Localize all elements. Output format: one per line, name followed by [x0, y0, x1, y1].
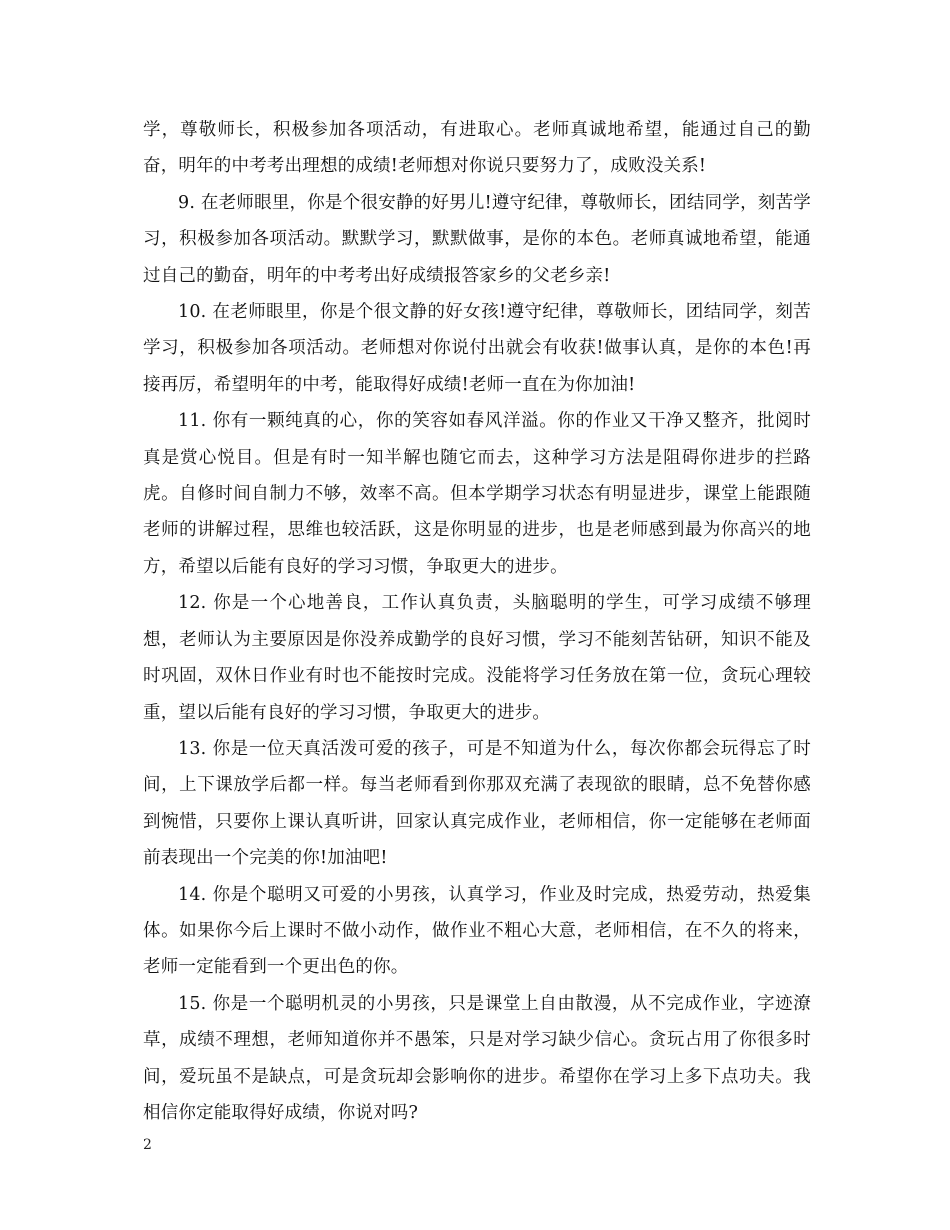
- paragraph-item-9: 9. 在老师眼里，你是个很安静的好男儿!遵守纪律，尊敬师长，团结同学，刻苦学习，积极参加各项活动。默默学习，默默做事，是你的本色。老师真诚地希望，能通过自己的勤奋，明年的中考考出好成绩报答家乡的父老乡亲!: [143, 192, 811, 286]
- paragraph-item-11: 11. 你有一颗纯真的心，你的笑容如春风洋溢。你的作业又干净又整齐，批阅时真是赏心悦目。但是有时一知半解也随它而去，这种学习方法是阻碍你进步的拦路虎。自修时间自制力不够，效率不高。但本学期学习状态有明显进步，课堂上能跟随老师的讲解过程，思维也较活跃，这是你明显的进步，也是老师感到最为你高兴的地方，希望以后能有良好的学习习惯，争取更大的进步。: [143, 411, 811, 577]
- paragraph-continuation: 学，尊敬师长，积极参加各项活动，有进取心。老师真诚地希望，能通过自己的勤奋，明年的中考考出理想的成绩!老师想对你说只要努力了，成败没关系!: [143, 120, 811, 177]
- paragraph-item-12: 12. 你是一个心地善良，工作认真负责，头脑聪明的学生，可学习成绩不够理想，老师认为主要原因是你没养成勤学的良好习惯，学习不能刻苦钻研，知识不能及时巩固，双休日作业有时也不能按时完成。没能将学习任务放在第一位，贪玩心理较重，望以后能有良好的学习习惯，争取更大的进步。: [143, 593, 811, 723]
- paragraph-item-15: 15. 你是一个聪明机灵的小男孩，只是课堂上自由散漫，从不完成作业，字迹潦草，成绩不理想，老师知道你并不愚笨，只是对学习缺少信心。贪玩占用了你很多时间，爱玩虽不是缺点，可是贪玩却会影响你的进步。希望你在学习上多下点功夫。我相信你定能取得好成绩，你说对吗?: [143, 993, 811, 1123]
- paragraph-item-10: 10. 在老师眼里，你是个很文静的好女孩!遵守纪律，尊敬师长，团结同学，刻苦学习，积极参加各项活动。老师想对你说付出就会有收获!做事认真，是你的本色!再接再厉，希望明年的中考，能取得好成绩!老师一直在为你加油!: [143, 302, 811, 395]
- paragraph-item-14: 14. 你是个聪明又可爱的小男孩，认真学习，作业及时完成，热爱劳动，热爱集体。如果你今后上课时不做小动作，做作业不粗心大意，老师相信，在不久的将来，老师一定能看到一个更出色的你。: [143, 884, 811, 978]
- document-body: [143, 112, 811, 1131]
- paragraph-item-13: 13. 你是一位天真活泼可爱的孩子，可是不知道为什么，每次你都会玩得忘了时间，上下课放学后都一样。每当老师看到你那双充满了表现欲的眼睛，总不免替你感到惋惜，只要你上课认真听讲，回家认真完成作业，老师相信，你一定能够在老师面前表现出一个完美的你!加油吧!: [143, 738, 811, 869]
- page-number: 2: [143, 1137, 152, 1153]
